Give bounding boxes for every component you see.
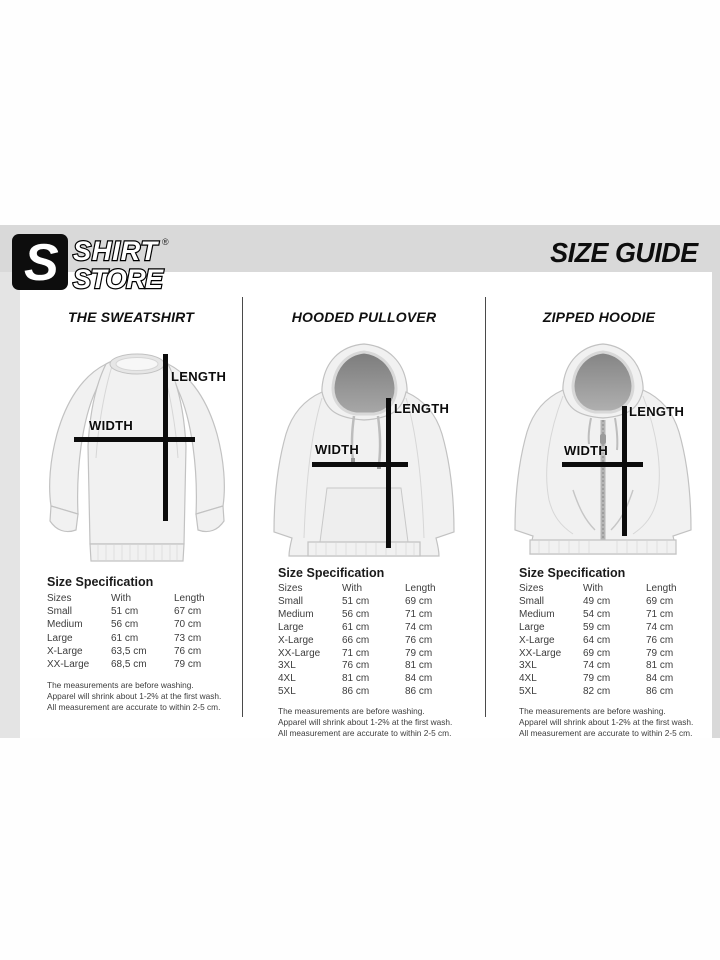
size-spec	[47, 575, 232, 713]
width-cell: 66 cm	[342, 634, 370, 646]
size-cell: Medium	[47, 619, 83, 631]
size-cell: 4XL	[278, 673, 296, 685]
length-cell: 76 cm	[646, 634, 674, 646]
table-row	[519, 622, 704, 635]
size-cell: Small	[47, 606, 73, 618]
width-measure-line	[74, 437, 195, 442]
table-row	[519, 609, 704, 622]
size-cell: Small	[519, 595, 545, 607]
table-row	[519, 596, 704, 609]
product-column-sweatshirt	[20, 296, 242, 746]
width-label: WIDTH	[89, 418, 134, 433]
table-header-row	[519, 583, 704, 596]
note-line: Apparel will shrink about 1-2% at the first wash.	[278, 716, 453, 727]
length-cell: 71 cm	[405, 608, 433, 620]
note-line: The measurements are before washing.	[47, 680, 194, 691]
length-cell: 74 cm	[405, 621, 433, 633]
table-row	[47, 618, 232, 631]
length-cell: 74 cm	[646, 621, 674, 633]
table-row	[519, 648, 704, 661]
col-header-sizes: Sizes	[519, 583, 544, 594]
registered-mark: ®	[162, 237, 169, 247]
length-cell: 81 cm	[646, 660, 674, 672]
width-cell: 56 cm	[342, 608, 370, 620]
spec-heading: Size Specification	[519, 566, 626, 580]
table-row	[278, 622, 471, 635]
table-row	[519, 673, 704, 686]
col-header-width: With	[111, 593, 131, 604]
width-label: WIDTH	[315, 442, 360, 457]
length-cell: 73 cm	[174, 632, 202, 644]
col-header-length: Length	[646, 583, 677, 594]
width-label: WIDTH	[564, 443, 609, 458]
size-cell: Large	[278, 621, 304, 633]
hooded-pullover-figure	[243, 338, 485, 572]
width-cell: 56 cm	[111, 619, 139, 631]
length-cell: 79 cm	[174, 659, 202, 671]
measurement-notes	[47, 680, 232, 712]
length-cell: 84 cm	[405, 673, 433, 685]
product-title: THE SWEATSHIRT	[68, 309, 194, 325]
size-cell: X-Large	[278, 634, 314, 646]
size-cell: Large	[47, 632, 73, 644]
size-cell: Small	[278, 595, 304, 607]
col-header-sizes: Sizes	[47, 593, 72, 604]
table-row	[278, 609, 471, 622]
size-spec	[519, 566, 704, 739]
size-cell: X-Large	[47, 645, 83, 657]
col-header-length: Length	[405, 583, 436, 594]
table-row	[278, 635, 471, 648]
product-column-hooded-pullover	[243, 296, 485, 746]
col-header-sizes: Sizes	[278, 583, 303, 594]
length-cell: 70 cm	[174, 619, 202, 631]
table-row	[47, 632, 232, 645]
length-cell: 79 cm	[646, 647, 674, 659]
width-cell: 79 cm	[583, 673, 611, 685]
table-row	[278, 673, 471, 686]
size-cell: 3XL	[519, 660, 537, 672]
logo-s-icon: S	[24, 234, 59, 292]
length-cell: 81 cm	[405, 660, 433, 672]
note-line: Apparel will shrink about 1-2% at the first wash.	[47, 691, 222, 702]
size-cell: X-Large	[519, 634, 555, 646]
col-header-length: Length	[174, 593, 205, 604]
size-spec	[278, 566, 471, 739]
length-label: LENGTH	[629, 404, 685, 419]
table-body	[278, 596, 471, 699]
length-cell: 86 cm	[405, 686, 433, 698]
table-row	[47, 658, 232, 671]
table-header-row	[278, 583, 471, 596]
table-row	[519, 686, 704, 699]
width-cell: 54 cm	[583, 608, 611, 620]
width-cell: 71 cm	[342, 647, 370, 659]
table-row	[278, 648, 471, 661]
note-line: All measurement are accurate to within 2-5 cm.	[278, 727, 452, 738]
length-cell: 69 cm	[405, 595, 433, 607]
width-cell: 64 cm	[583, 634, 611, 646]
note-line: All measurement are accurate to within 2-5 cm.	[47, 701, 221, 712]
size-cell: XX-Large	[278, 647, 321, 659]
size-cell: XX-Large	[47, 659, 90, 671]
width-cell: 86 cm	[342, 686, 370, 698]
width-cell: 61 cm	[111, 632, 139, 644]
measurement-notes	[278, 706, 471, 738]
spec-heading: Size Specification	[278, 566, 385, 580]
length-cell: 84 cm	[646, 673, 674, 685]
width-cell: 59 cm	[583, 621, 611, 633]
size-cell: Medium	[519, 608, 555, 620]
col-header-width: With	[583, 583, 603, 594]
note-line: The measurements are before washing.	[519, 706, 666, 717]
width-cell: 74 cm	[583, 660, 611, 672]
note-line: Apparel will shrink about 1-2% at the first wash.	[519, 716, 694, 727]
page-title: SIZE GUIDE	[550, 237, 698, 268]
width-cell: 49 cm	[583, 595, 611, 607]
width-cell: 61 cm	[342, 621, 370, 633]
measurement-notes	[519, 706, 704, 738]
product-title: HOODED PULLOVER	[291, 309, 437, 325]
width-cell: 76 cm	[342, 660, 370, 672]
length-cell: 79 cm	[405, 647, 433, 659]
width-cell: 81 cm	[342, 673, 370, 685]
length-cell: 76 cm	[405, 634, 433, 646]
table-row	[519, 660, 704, 673]
left-edge-strip	[0, 272, 20, 738]
width-cell: 82 cm	[583, 686, 611, 698]
table-row	[278, 596, 471, 609]
table-row	[47, 645, 232, 658]
table-row	[519, 635, 704, 648]
size-cell: 5XL	[519, 686, 537, 698]
table-row	[278, 660, 471, 673]
table-body	[47, 605, 232, 671]
note-line: All measurement are accurate to within 2-5 cm.	[519, 727, 693, 738]
width-cell: 68,5 cm	[111, 659, 147, 671]
size-cell: 5XL	[278, 686, 296, 698]
length-label: LENGTH	[171, 369, 227, 384]
length-cell: 71 cm	[646, 608, 674, 620]
hooded-pullover-illustration	[243, 338, 485, 572]
width-measure-line	[562, 462, 643, 467]
length-measure-line	[622, 406, 627, 536]
zipped-hoodie-figure	[486, 338, 712, 572]
length-cell: 86 cm	[646, 686, 674, 698]
size-cell: 3XL	[278, 660, 296, 672]
note-line: The measurements are before washing.	[278, 706, 425, 717]
table-row	[278, 686, 471, 699]
product-column-zipped-hoodie	[486, 296, 712, 746]
table-body	[519, 596, 704, 699]
size-cell: Large	[519, 621, 545, 633]
width-cell: 51 cm	[111, 606, 139, 618]
col-header-width: With	[342, 583, 362, 594]
logo-word-shirt: SHIRT	[73, 236, 157, 266]
size-cell: Medium	[278, 608, 314, 620]
product-title: ZIPPED HOODIE	[542, 309, 656, 325]
size-cell: XX-Large	[519, 647, 562, 659]
length-cell: 69 cm	[646, 595, 674, 607]
shirtstore-logo	[10, 231, 178, 297]
length-cell: 67 cm	[174, 606, 202, 618]
width-cell: 69 cm	[583, 647, 611, 659]
table-header-row	[47, 592, 232, 605]
sweatshirt-figure	[20, 342, 242, 578]
width-measure-line	[312, 462, 408, 467]
length-measure-line	[386, 398, 391, 548]
size-cell: 4XL	[519, 673, 537, 685]
logo-word-store: STORE	[73, 264, 163, 294]
right-edge-strip	[712, 272, 720, 738]
width-cell: 63,5 cm	[111, 645, 147, 657]
length-label: LENGTH	[394, 401, 450, 416]
length-cell: 76 cm	[174, 645, 202, 657]
spec-heading: Size Specification	[47, 575, 154, 589]
width-cell: 51 cm	[342, 595, 370, 607]
table-row	[47, 605, 232, 618]
